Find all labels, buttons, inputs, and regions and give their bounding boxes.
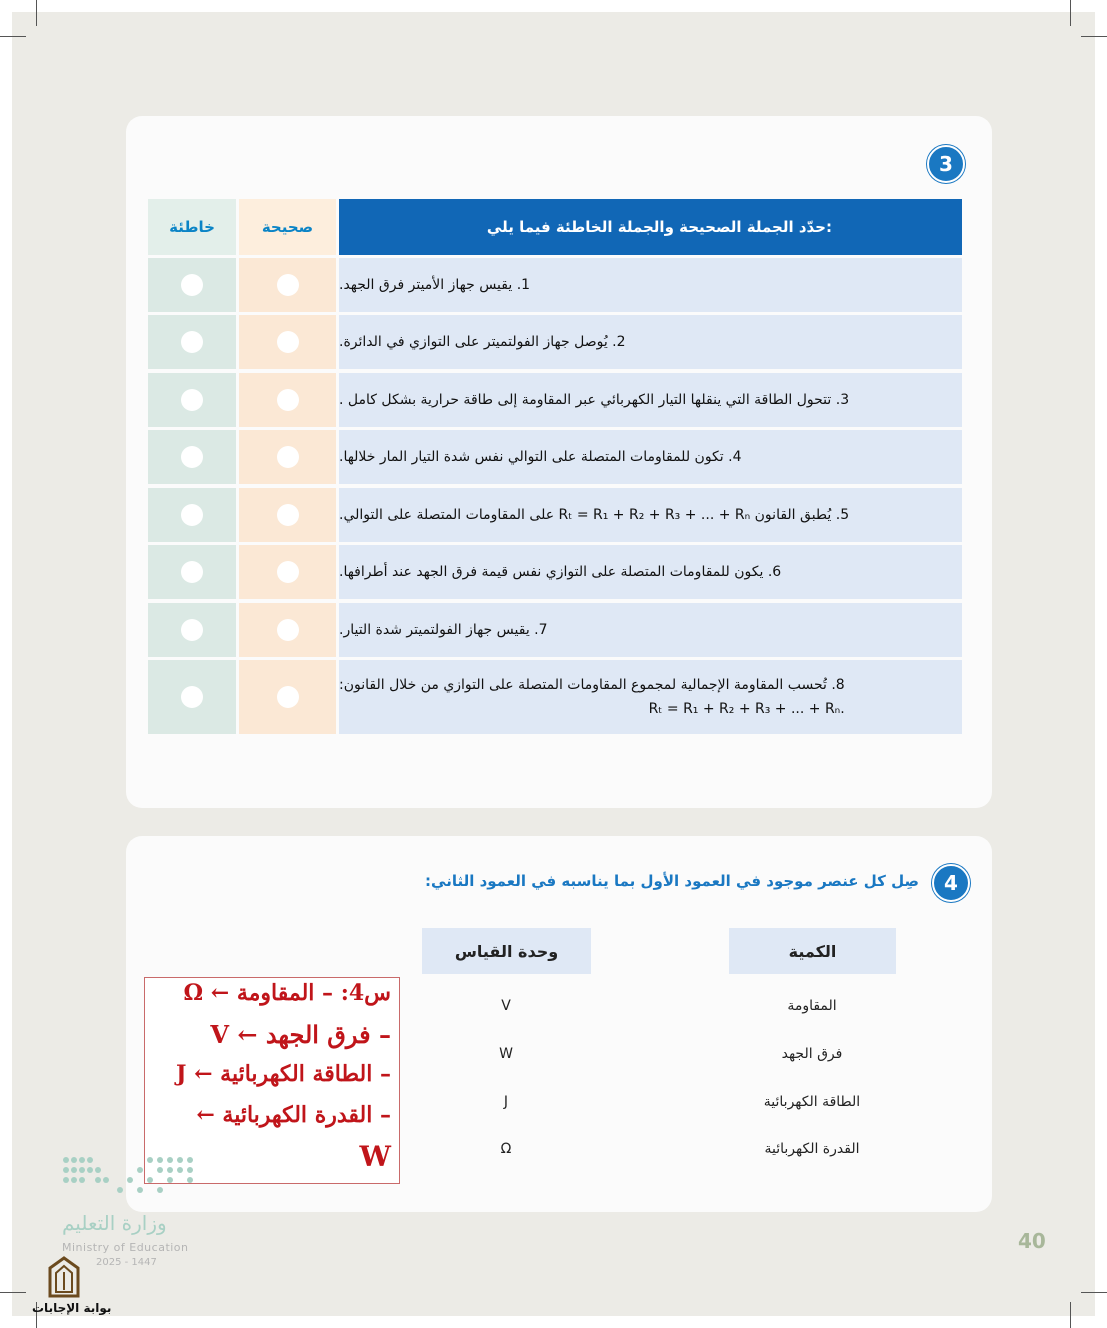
statement-text: 5. يُطبق القانون Rₜ = R₁ + R₂ + R₃ + ... + Rₙ على المقاومات المتصلة على التوالي. — [339, 488, 962, 542]
answer-line: – القدرة الكهربائية ← — [196, 1102, 391, 1128]
crop-mark — [1070, 1302, 1071, 1328]
crop-mark — [1081, 36, 1107, 37]
statement-text-line2: Rₜ = R₁ + R₂ + R₃ + ... + Rₙ. — [648, 701, 845, 717]
false-cell — [148, 603, 236, 657]
answer-line: W — [359, 1140, 391, 1173]
page-number: 40 — [1018, 1229, 1046, 1253]
false-radio[interactable] — [181, 331, 203, 353]
ministry-name-english: Ministry of Education — [62, 1241, 189, 1254]
true-cell — [239, 488, 336, 542]
false-column-header: خاطئة — [148, 199, 236, 255]
false-radio[interactable] — [181, 446, 203, 468]
answer-line: – فرق الجهد ← V — [210, 1020, 391, 1049]
question-4-badge: 4 — [932, 864, 970, 902]
true-radio[interactable] — [277, 331, 299, 353]
false-radio[interactable] — [181, 389, 203, 411]
statement-row — [148, 315, 962, 369]
true-cell — [239, 660, 336, 734]
unit-item[interactable]: W — [499, 1046, 513, 1062]
true-radio[interactable] — [277, 446, 299, 468]
unit-item[interactable]: Ω — [500, 1141, 512, 1157]
quantity-column-header: الكمية — [729, 928, 896, 974]
statement-text: 1. يقيس جهاز الأميتر فرق الجهد. — [339, 258, 962, 312]
statement-row — [148, 660, 962, 734]
true-radio[interactable] — [277, 389, 299, 411]
true-cell — [239, 430, 336, 484]
unit-column-header: وحدة القياس — [422, 928, 591, 974]
statement-header-label: حدّد الجملة الصحيحة والجملة الخاطئة فيما يلي: — [486, 218, 832, 236]
answer-overlay-box — [144, 977, 400, 1184]
quantity-item[interactable]: فرق الجهد — [781, 1046, 843, 1062]
crop-mark — [0, 36, 26, 37]
statement-text-line1: 8. تُحسب المقاومة الإجمالية لمجموع المقاومات المتصلة على التوازي من خلال القانون: — [339, 677, 845, 693]
true-cell — [239, 315, 336, 369]
crop-mark — [1081, 1292, 1107, 1293]
statement-text — [339, 660, 962, 734]
false-cell — [148, 660, 236, 734]
false-cell — [148, 315, 236, 369]
question-3-badge: 3 — [927, 145, 965, 183]
unit-item[interactable]: J — [503, 1094, 509, 1110]
statement-row — [148, 258, 962, 312]
true-cell — [239, 373, 336, 427]
statement-column-header — [339, 199, 962, 255]
site-logo-icon — [44, 1256, 84, 1300]
true-radio[interactable] — [277, 561, 299, 583]
statement-text: 4. تكون للمقاومات المتصلة على التوالي نفس شدة التيار المار خلالها. — [339, 430, 962, 484]
false-radio[interactable] — [181, 561, 203, 583]
quantity-item[interactable]: المقاومة — [787, 998, 837, 1014]
statement-row — [148, 373, 962, 427]
statement-text: 7. يقيس جهاز الفولتميتر شدة التيار. — [339, 603, 962, 657]
quantity-item[interactable]: الطاقة الكهربائية — [763, 1094, 861, 1110]
question-4-instruction: صِل كل عنصر موجود في العمود الأول بما يناسبه في العمود الثاني: — [425, 872, 919, 890]
true-radio[interactable] — [277, 619, 299, 641]
false-cell — [148, 258, 236, 312]
statement-row — [148, 545, 962, 599]
true-column-header: صحيحة — [239, 199, 336, 255]
true-cell — [239, 603, 336, 657]
quantity-item[interactable]: القدرة الكهربائية — [764, 1141, 860, 1157]
false-cell — [148, 430, 236, 484]
site-label: بوابة الإجابات — [32, 1301, 112, 1315]
false-cell — [148, 488, 236, 542]
true-cell — [239, 545, 336, 599]
false-cell — [148, 373, 236, 427]
crop-mark — [1070, 0, 1071, 26]
ministry-name-arabic: وزارة التعليم — [62, 1211, 167, 1235]
statement-row — [148, 430, 962, 484]
false-radio[interactable] — [181, 504, 203, 526]
answer-line: – الطاقة الكهربائية ← J — [176, 1061, 391, 1087]
statement-text: 6. يكون للمقاومات المتصلة على التوازي نفس قيمة فرق الجهد عند أطرافها. — [339, 545, 962, 599]
false-radio[interactable] — [181, 619, 203, 641]
statement-row — [148, 488, 962, 542]
unit-item[interactable]: V — [501, 998, 511, 1014]
true-radio[interactable] — [277, 274, 299, 296]
crop-mark — [36, 0, 37, 26]
answer-line: س4: – المقاومة ← Ω — [183, 980, 391, 1006]
false-radio[interactable] — [181, 686, 203, 708]
statement-text: 2. يُوصل جهاز الفولتميتر على التوازي في الدائرة. — [339, 315, 962, 369]
ministry-year: 2025 - 1447 — [96, 1257, 157, 1268]
statement-text: 3. تتحول الطاقة التي ينقلها التيار الكهربائي عبر المقاومة إلى طاقة حرارية بشكل كامل . — [339, 373, 962, 427]
true-radio[interactable] — [277, 504, 299, 526]
crop-mark — [0, 1292, 26, 1293]
false-cell — [148, 545, 236, 599]
true-radio[interactable] — [277, 686, 299, 708]
statement-text-line — [339, 677, 845, 717]
true-cell — [239, 258, 336, 312]
false-radio[interactable] — [181, 274, 203, 296]
statement-row — [148, 603, 962, 657]
ministry-logo-dots — [60, 1154, 200, 1200]
